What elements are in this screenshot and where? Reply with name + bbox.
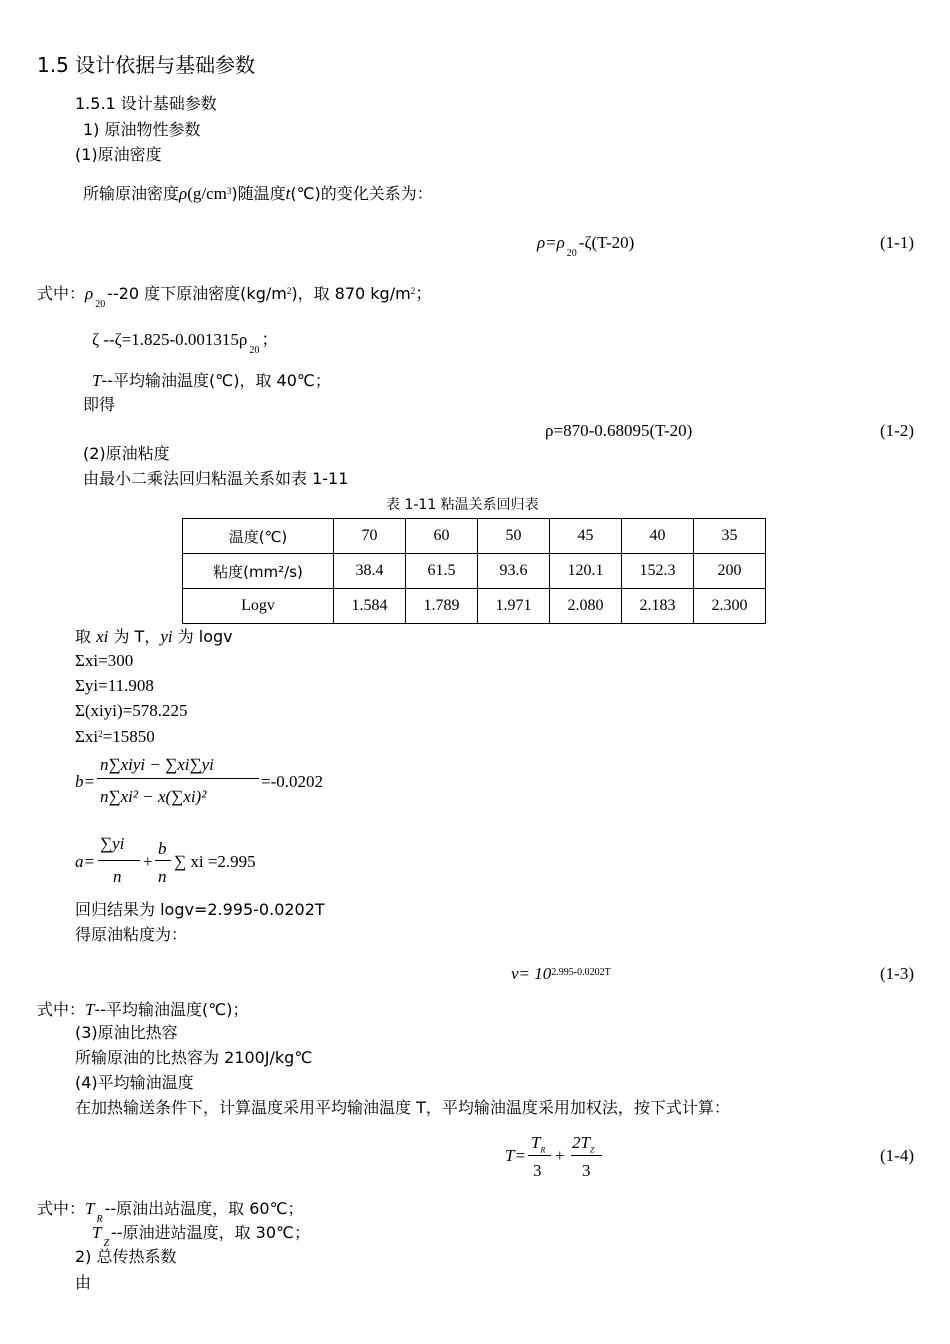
- b-formula-numerator: n∑xiyi − ∑xi∑yi: [100, 755, 214, 774]
- equation-1-4-bar-1: [528, 1155, 551, 1156]
- a-fraction-bar-2: [155, 860, 171, 861]
- table-row-viscosity: [183, 554, 766, 589]
- equation-1-1: $\rho=\rho_{20}-\zeta(T-20)$: [537, 233, 635, 259]
- viscosity-title: (2)原油粘度: [83, 444, 170, 463]
- b-formula-value: =-0.0202: [261, 772, 323, 791]
- table-cell: 40: [622, 519, 694, 554]
- equation-1-4-denominator-1: 3: [533, 1161, 542, 1180]
- specific-heat-text: 所输原油的比热容为 2100J/kg℃: [75, 1048, 313, 1067]
- specific-heat-title: (3)原油比热容: [75, 1023, 178, 1042]
- table-cell: 2.183: [622, 589, 694, 624]
- table-cell: 35: [694, 519, 766, 554]
- a-formula-numerator-1: ∑yi: [100, 834, 125, 853]
- equation-1-4-number: (1-4): [880, 1146, 914, 1165]
- equation-1-4-lhs: T=: [505, 1146, 526, 1165]
- table-cell: 70: [334, 519, 406, 554]
- thus-label: 即得: [83, 395, 116, 414]
- a-formula-denominator-1: n: [113, 867, 122, 886]
- density-intro: 所输原油密度$\rho(g/cm^3)$随温度t(℃)的变化关系为：: [83, 184, 433, 203]
- table-cell: 60: [406, 519, 478, 554]
- table-cell: 1.584: [334, 589, 406, 624]
- equation-1-4-denominator-2: 3: [582, 1161, 591, 1180]
- table-cell: 120.1: [550, 554, 622, 589]
- avg-temp-where-2: $T_Z--$原油进站温度，取 30℃；: [92, 1223, 310, 1249]
- sum-y: Σyi=11.908: [75, 676, 154, 695]
- table-row-logv: [183, 589, 766, 624]
- sum-x-squared: Σxi$^2$=15850: [75, 727, 155, 746]
- a-formula-lhs: a=: [75, 852, 95, 871]
- equation-1-3-number: (1-3): [880, 964, 914, 983]
- b-fraction-bar: [97, 778, 259, 779]
- b-formula-lhs: b=: [75, 772, 95, 791]
- table-cell: 38.4: [334, 554, 406, 589]
- table-row-temperature: [183, 519, 766, 554]
- table-cell: 2.300: [694, 589, 766, 624]
- regression-result: 回归结果为 logv=2.995-0.0202T: [75, 900, 325, 919]
- equation-1-2: ρ=870-0.68095(T-20): [545, 421, 693, 440]
- b-formula-denominator: n∑xi² − x(∑xi)²: [100, 787, 207, 806]
- table-cell: 45: [550, 519, 622, 554]
- density-where-1: 式中：$\rho_{20}--20$ 度下原油密度$(kg/m^2)$，取 870 $kg/m^2$；: [37, 284, 433, 310]
- table-cell: 1.789: [406, 589, 478, 624]
- row-label-viscosity: 粘度(mm²/s): [183, 554, 334, 589]
- a-formula-denominator-2: n: [158, 867, 167, 886]
- viscosity-where: 式中：T--平均输油温度(℃)；: [37, 1000, 249, 1019]
- sum-xy: Σ(xiyi)=578.225: [75, 701, 188, 720]
- row-label-temperature: 温度(℃): [183, 519, 334, 554]
- density-where-2: ζ $--\zeta=1.825-0.001315\rho_{20}$；: [92, 330, 279, 356]
- section-heading: 1.5 设计依据与基础参数: [37, 53, 256, 77]
- avg-temp-text: 在加热输送条件下，计算温度采用平均输油温度 T，平均输油温度采用加权法，按下式计算：: [75, 1098, 730, 1117]
- table-cell: 1.971: [478, 589, 550, 624]
- sum-x: Σxi=300: [75, 651, 134, 670]
- table-caption: 表 1-11 粘温关系回归表: [386, 497, 539, 513]
- a-formula-plus: +: [143, 852, 153, 871]
- equation-1-4-bar-2: [571, 1155, 602, 1156]
- equation-1-4-numerator-1: $T_R$: [531, 1133, 546, 1155]
- table-cell: 61.5: [406, 554, 478, 589]
- table-cell: 200: [694, 554, 766, 589]
- subsection-heading: 1.5.1 设计基础参数: [75, 94, 217, 113]
- viscosity-get: 得原油粘度为：: [75, 925, 188, 944]
- last-line: 由: [75, 1273, 92, 1292]
- table-cell: 50: [478, 519, 550, 554]
- a-formula-tail: ∑ xi =2.995: [174, 852, 256, 871]
- density-title: (1)原油密度: [75, 145, 162, 164]
- a-fraction-bar-1: [98, 860, 140, 861]
- table-cell: 2.080: [550, 589, 622, 624]
- avg-temp-where-1: 式中：$T_R--$原油出站温度，取 60℃；: [37, 1199, 304, 1225]
- avg-temp-title: (4)平均输油温度: [75, 1073, 194, 1092]
- a-formula-numerator-2: b: [158, 839, 167, 858]
- viscosity-intro: 由最小二乘法回归粘温关系如表 1-11: [83, 469, 349, 488]
- table-cell: 93.6: [478, 554, 550, 589]
- density-where-3: T--平均输油温度(℃)，取 40℃；: [92, 371, 331, 390]
- item-1-heading: 1) 原油物性参数: [83, 120, 201, 139]
- equation-1-2-number: (1-2): [880, 421, 914, 440]
- take-variables-line: 取 xi 为 T，yi 为 logv: [75, 627, 233, 646]
- equation-1-4-plus: +: [555, 1146, 565, 1165]
- item-2-heading: 2) 总传热系数: [75, 1247, 177, 1266]
- row-label-logv: Logv: [183, 589, 334, 624]
- equation-1-1-number: (1-1): [880, 233, 914, 252]
- equation-1-4-numerator-2: $2T_Z$: [572, 1133, 595, 1155]
- viscosity-temperature-table: [182, 518, 766, 624]
- table-cell: 152.3: [622, 554, 694, 589]
- equation-1-3: $v= 10^{2.995-0.0202T}$: [511, 964, 611, 983]
